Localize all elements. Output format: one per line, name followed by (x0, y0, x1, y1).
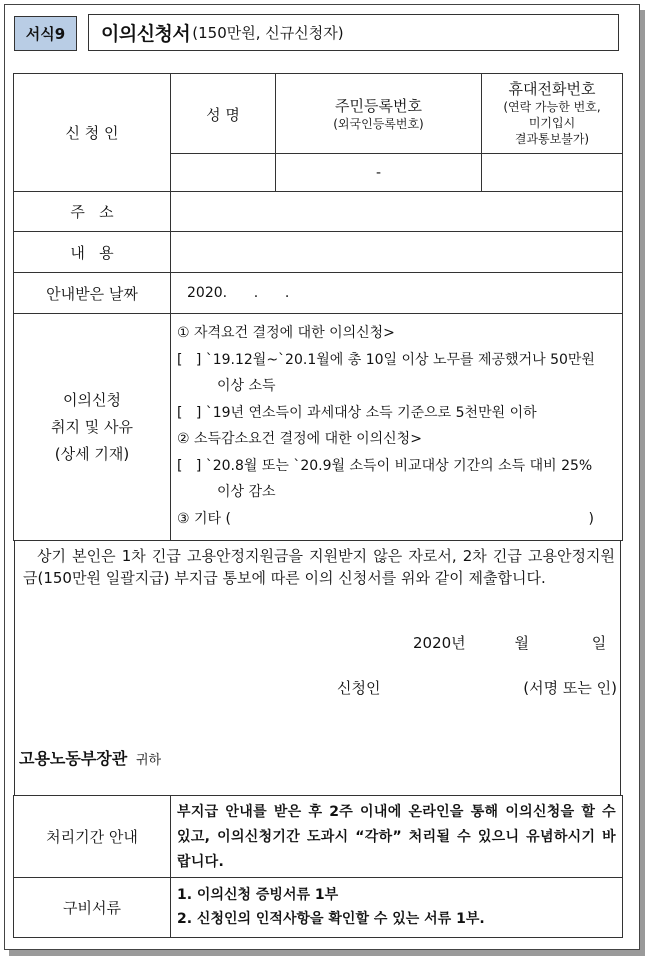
recipient-name: 고용노동부장관 (19, 749, 128, 768)
purpose-label-3: (상세 기재) (54, 444, 130, 463)
form-number-badge: 서식9 (14, 16, 77, 51)
processing-label: 처리기간 안내 (14, 796, 171, 878)
purpose-other-open: ③ 기타 ( (177, 510, 231, 527)
name-field[interactable] (171, 154, 276, 192)
phone-header-title: 휴대전화번호 (508, 80, 596, 98)
form-title-sub: (150만원, 신규신청자) (192, 24, 344, 42)
rrn-header (276, 74, 482, 154)
purpose-other-field[interactable] (177, 506, 616, 533)
purpose-line: 이상 감소 (217, 484, 276, 500)
rrn-field[interactable]: - (276, 154, 482, 192)
purpose-line: 이상 소득 (217, 378, 276, 394)
document-item: 2. 신청인의 인적사항을 확인할 수 있는 서류 1부. (177, 910, 485, 927)
documents-list (171, 878, 623, 938)
notice-date-label: 안내받은 날짜 (14, 273, 171, 314)
purpose-checkbox-3[interactable]: [ ] `20.8월 또는 `20.9월 소득이 비교대상 기간의 소득 대비 25% (177, 457, 593, 474)
date-month: 월 (514, 634, 529, 652)
signature-hint[interactable]: (서명 또는 인) (523, 679, 617, 697)
signature-line (337, 677, 617, 698)
applicant-label: 신 청 인 (14, 74, 171, 192)
purpose-label (14, 314, 171, 541)
document-item: 1. 이의신청 증빙서류 1부 (177, 886, 339, 903)
recipient (19, 746, 161, 769)
content-label: 내 용 (14, 232, 171, 273)
purpose-field (171, 314, 623, 541)
purpose-label-1: 이의신청 (63, 390, 121, 409)
statement-section (14, 541, 621, 795)
phone-field[interactable] (482, 154, 623, 192)
purpose-label-2: 취지 및 사유 (51, 417, 133, 436)
application-table (13, 73, 623, 541)
guidance-table (13, 795, 623, 938)
address-label: 주 소 (14, 192, 171, 232)
processing-notice: 부지급 안내를 받은 후 2주 이내에 온라인을 통해 이의신청을 할 수 있고, 이의신청기간 도과시 “각하” 처리될 수 있으니 유념하시기 바랍니다. (171, 796, 623, 878)
address-field[interactable] (171, 192, 623, 232)
name-header: 성 명 (171, 74, 276, 154)
rrn-header-title: 주민등록번호 (335, 97, 422, 115)
form-title-main: 이의신청서 (101, 23, 191, 45)
purpose-checkbox-1[interactable]: [ ] `19.12월~`20.1월에 총 10일 이상 노무를 제공했거나 50만원 (177, 351, 595, 368)
phone-header-sub-2: 미기입시 (528, 116, 576, 130)
date-line (413, 632, 606, 653)
documents-label: 구비서류 (14, 878, 171, 938)
purpose-line: ② 소득감소요건 결정에 대한 이의신청> (177, 431, 422, 447)
notice-date-field[interactable]: 2020. . . (171, 273, 623, 314)
recipient-suffix: 귀하 (135, 753, 162, 768)
phone-header (482, 74, 623, 154)
content-field[interactable] (171, 232, 623, 273)
phone-header-sub-3: 결과통보불가) (514, 132, 590, 146)
date-year: 2020년 (413, 634, 466, 652)
purpose-line: ① 자격요건 결정에 대한 이의신청> (177, 325, 395, 341)
rrn-header-sub: (외국인등록번호) (333, 117, 424, 131)
date-day: 일 (591, 634, 607, 652)
form-title (88, 14, 619, 51)
signature-label: 신청인 (337, 679, 381, 697)
purpose-other-close: ) (588, 510, 594, 527)
phone-header-sub-1: (연락 가능한 번호, (503, 100, 601, 114)
purpose-checkbox-2[interactable]: [ ] `19년 연소득이 과세대상 소득 기준으로 5천만원 이하 (177, 404, 537, 421)
statement-text: 상기 본인은 1차 긴급 고용안정지원금을 지원받지 않은 자로서, 2차 긴급 고용안정지원금(150만원 일괄지급) 부지급 통보에 따른 이의 신청서를 위와 같이 제출합니다. (23, 547, 615, 587)
